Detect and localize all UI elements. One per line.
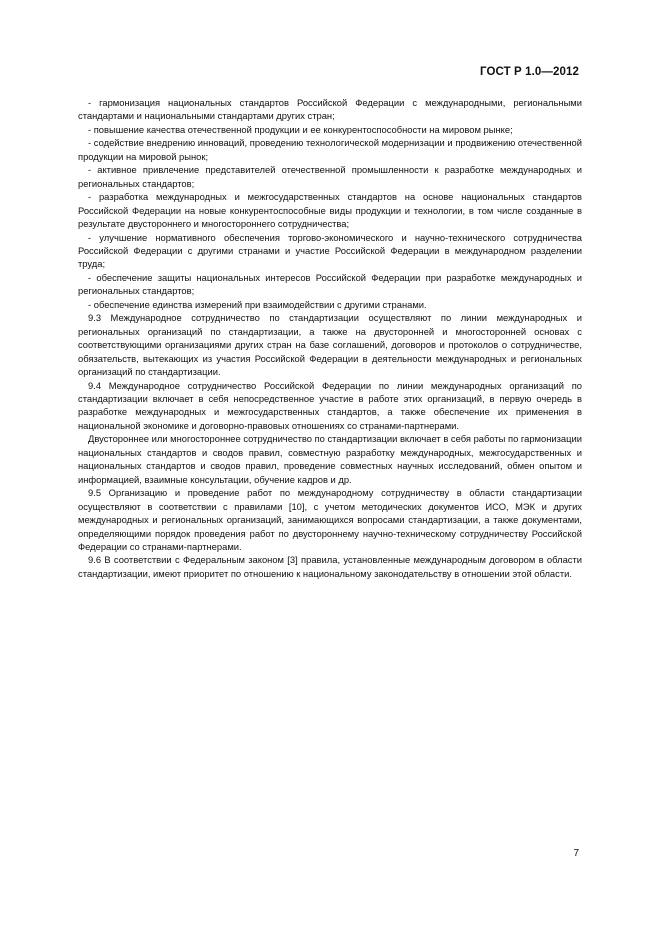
clause-9-4: 9.4 Международное сотрудничество Российской Федерации по линии международных организаций по стандартизации включает в себя непосредственное участие в работе этих организаций, в первую очередь в разработке международных и межгосударственных стандартов, а также обеспечение их применения в национальной экономике и договорно-правовых отношениях со странами-партнерами.: [78, 379, 582, 431]
clause-9-3: 9.3 Международное сотрудничество по стандартизации осуществляют по линии международных и региональных организаций по стандартизации, а также на двусторонней и многосторонней основах с соответствующими организациями других стран на базе соглашений, договоров и протоколов о сотрудничестве, обязательств, вытекающих из участия Российской Федерации в деятельности международных и региональных организаций по стандартизации.: [78, 312, 582, 378]
clause-9-5: 9.5 Организацию и проведение работ по международному сотрудничеству в области стандартизации осуществляют в соответствии с правилами [10], с учетом методических документов ИСО, МЭК и других международных и региональных организаций, занимающихся вопросами стандартизации, а также документами, определяющими порядок проведения работ по двустороннему научно-техническому сотрудничеству Российской Федерации со странами-партнерами.: [78, 487, 582, 552]
list-item-harmonization: - гармонизация национальных стандартов Российской Федерации с международными, региональными стандартами и национальными стандартами других стран;: [78, 97, 582, 122]
clause-9-6: 9.6 В соответствии с Федеральным законом [3] правила, установленные международным договором в области стандартизации, имеют приоритет по отношению к национальному законодательству в отношении этой области.: [78, 554, 582, 579]
paragraph-bilateral-cooperation: Двустороннее или многостороннее сотрудничество по стандартизации включает в себя работы по гармонизации национальных стандартов и сводов правил, совместную разработку международных, межгосударственных и национальных стандартов и сводов правил, проведение совместных научных исследований, обмен опытом и информацией, взаимные консультации, обучение кадров и др.: [78, 433, 582, 485]
list-item-quality: - повышение качества отечественной продукции и ее конкурентоспособности на мировом рынке;: [88, 123, 513, 135]
document-body: [78, 96, 582, 580]
list-item-regulatory-support: - улучшение нормативного обеспечения торгово-экономического и научно-технического сотрудничества Российской Федерации с другими странами и участие Российской Федерации в международном разделении труда;: [78, 231, 582, 270]
list-item-standards-development: - разработка международных и межгосударственных стандартов на основе национальных стандартов Российской Федерации на новые конкурентоспособные виды продукции и технологии, в том числе созданные в результате двустороннего и многостороннего сотрудничества;: [78, 191, 582, 230]
list-item-measurement-uniformity: - обеспечение единства измерений при взаимодействии с другими странами.: [88, 298, 427, 310]
list-item-innovation: - содействие внедрению инноваций, проведению технологической модернизации и продвижению отечественной продукции на мировой рынок;: [78, 137, 582, 162]
list-item-national-interests: - обеспечение защиты национальных интересов Российской Федерации при разработке международных и региональных стандартов;: [78, 271, 582, 297]
list-item-industry-involvement: - активное привлечение представителей отечественной промышленности к разработке международных и региональных стандартов;: [78, 164, 582, 189]
document-code-header: ГОСТ Р 1.0—2012: [480, 66, 579, 78]
page-number: 7: [573, 848, 579, 859]
